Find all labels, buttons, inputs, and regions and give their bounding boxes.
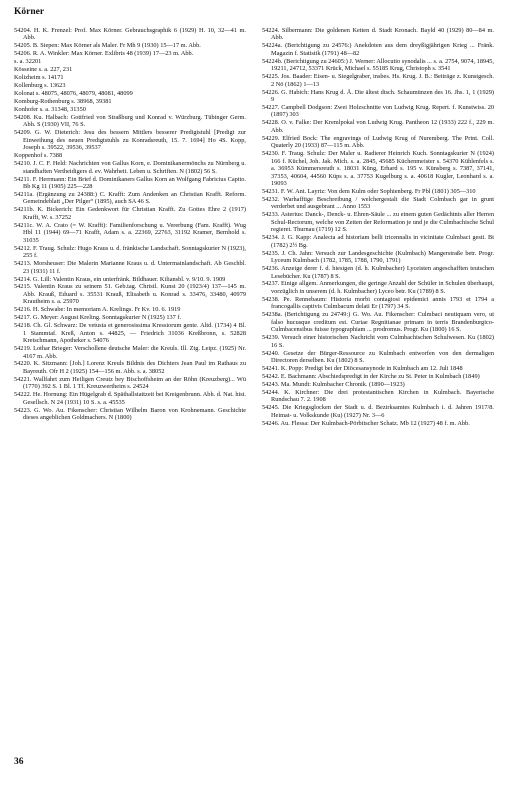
bibliography-entry: 54204. H. K. Frenzel: Prof. Max Körner. Gebrauchsgraphik 6 (1929) H. 10, 32—41 m. Abb. — [14, 27, 246, 42]
bibliography-entry: 54211b. K. Bickerich: Ein Gedenkwort für Christian Krafft. Zu Gottes Ehre 2 (1917) Krafft, W. s. 37252 — [14, 206, 246, 221]
bibliography-entry: 54238a. (Berichtigung zu 24749:) G. Wo. Au. Fikenscher: Culmbaci neutiquam vero, ut falso hucusque creditum est. Curiae Regnitianae primam in terris Brandenburgico-Culmbacensibus fuisse typographiam ... prodromus. Progr. Ku (1800) 16 S. — [262, 311, 494, 334]
bibliography-entry: 54245. Die Kriegsglocken der Stadt u. d. Bezirksamtes Kulmbach i. d. Jahren 1917/8. Heimat- u. Volkskunde (Ku) (1927) Nr. 3—6 — [262, 404, 494, 419]
bibliography-entry: Kolonat s. 48075, 48076, 48079, 48081, 48099 — [14, 90, 133, 98]
bibliography-entry: 54231. F. W. Ant. Layriz: Von dem Kulm oder Sophienberg. Fr Pbl (1801) 305—310 — [262, 188, 476, 196]
bibliography-entry: 54242. E. Bachmann: Abschiedspredigt in der Kirche zu St. Peter in Kulmbach (1849) — [262, 372, 480, 380]
bibliography-entry: 54211c. W. A. Crato (= W. Krafft): Familienforschung u. Vererbung (Fam. Krafft). Wug Hbl 11 (1944) 69—71 Krafft, Adam s. a. 22369, 22763, 31192 Kramer, Bernhold s. 31035 — [14, 221, 246, 244]
bibliography-entry: 54221. Wallfahrt zum Heiligen Creutz bey Bischoffsheim an der Röhn (Kreuzberg)... Wü (1770) 392 S. 1 Bl. 1 Tf. Kreuzwertheim s. 24524 — [14, 375, 246, 391]
bibliography-entry: 54205. B. Siepen: Max Körner als Maler. Fr Mh 9 (1930) 15—17 m. Abb. — [14, 42, 201, 50]
bibliography-entry: 54218. Ch. Gl. Schwarz: De vetusta et generosissima Kressiorum gente. Altd. (1734) 4 Bl. 1 Stammtaf. Kreß, Anton s. 44825, — Friedrich 31036 Kreßbronn, s. 52828 Kretschmann, Apotheker s. 54076 — [14, 322, 246, 345]
bibliography-entry: 54216. H. Schwabe: In memoriam A. Krelings. Fr Kv. 10. 6. 1919 — [14, 306, 181, 314]
bibliography-entry: 54244. K. Kirchner: Die drei protestantischen Kirchen in Kulmbach. Bayerische Rundschau 7. 2. 1908 — [262, 388, 494, 404]
bibliography-entry: 54215. Valentin Kraus zu seinem 51. Geb.tag. Christl. Kunst 20 (1923/4) 137—145 m. Abb. Krauß, Eduard s. 35531 Krauß, Elisabeth u. Konrad s. 33476, 33480, 40979 Krautheim s. a. 25970 — [14, 283, 246, 306]
bibliography-entry: Kösseine s. a. 227, 231 — [14, 66, 73, 74]
bibliography-entry: 54235. J. Ch. Jahn: Versuch zur Landesgeschichte (Kulmbach) Mangerstraße betr. Progr. Lyceum Kulmbach (1782, 1785, 1788, 1790, 1791) — [262, 249, 494, 265]
bibliography-entry: 54227. Campbell Dodgson: Zwei Holzschnitte von Ludwig Krug. Repert. f. Kunstwiss. 20 (1897) 303 — [262, 104, 494, 119]
bibliography-entry: 54230. F. Traug. Schulz: Der Maler u. Radierer Heinrich Kuch. Sonntagskurier N (1924) 166 f. Küchel, Joh. Jak. Mich. s. a. 2845, 45685 Küchenmeister s. 54370 Kühlenfels s. a. 36953 Kümmersreuth s. 18031 Küng, Erhard s. 195 v. Künsberg s. 7387, 37141, 37353, 40604, 44560 Küps s. a. 37753 Kugelburg s. a. 40618 Kugler, Leonhard s. a. 19093 — [262, 150, 494, 188]
bibliography-entry: s. a. 32201 — [14, 58, 42, 66]
bibliography-entry: 54219. Lothar Brieger: Verschollene deutsche Maler: die Kreuls. Ill. Ztg. Leipz. (1925) Nr. 4167 m. Abb. — [14, 345, 246, 360]
bibliography-entry: 54238. Pe. Rennebaum: Historia morbi contagiosi epidemici annis 1793 et 1794 a francogallis captivis Culmbacum delati Er (1797) 34 S. — [262, 295, 494, 311]
bibliography-entry: 54236. Anzeige derer f. d. hiesigen (d. h. Kulmbacher) Lyceisten angeschafften teutschen Lesebücher. Ku (1787) 8 S. — [262, 265, 494, 280]
bibliography-entry: 54212. F. Traug. Schulz: Hugo Kraus u. d. fränkische Landschaft. Sonntagskurier N (1923), 255 f. — [14, 244, 246, 260]
bibliography-entry: 54211a. (Ergänzung zu 24388:) C. Krafft: Zum Andenken an Christian Krafft. Reform. Gemeindeblatt „Der Pilger“ (1895), auch SA 46 S. — [14, 191, 246, 206]
bibliography-entry: 54223. G. Wo. Au. Fikenscher: Christian Wilhelm Baron von Krohnemann. Geschichte dieses angeblichen Goldmachers. N (1800) — [14, 406, 246, 422]
bibliography-entry: 54241. K. Popp: Predigt bei der Diöcesansynode in Kulmbach am 12. Juli 1848 — [262, 364, 463, 372]
bibliography-entry: 54225. Jos. Baader: Eisen- u. Siegelgraber, insbes. Hs. Krug. J. B.: Beiträge z. Kunstgesch. 2 Nö (1862) 1—13 — [262, 73, 494, 88]
right-column — [262, 27, 494, 428]
running-header: Körner — [14, 7, 45, 17]
bibliography-entry: 54208. Ku. Halbach: Gottfried von Straßburg und Konrad v. Würzburg. Tübinger Germ. Abh. S (1930) VII, 76 S. — [14, 113, 246, 129]
bibliography-entry: 54220. K. Sitzmann: [Joh.] Lorenz Kreuls Bildnis des Dichters Jean Paul im Rathaus zu Bayreuth. Ofr H 2 (1925) 154—156 m. Abb. s. a. 38052 — [14, 360, 246, 375]
bibliography-entry: 54224a. (Berichtigung zu 24576:) Anekdoten aus dem dreyßigjährigen Krieg ... Fränk. Magazin f. Statistik (1791) 48—82 — [262, 42, 494, 57]
bibliography-entry: Kollenburg s. 13623 — [14, 82, 66, 90]
bibliography-entry: 54239. Versuch einer historischen Nachricht vom Culmbachischen Schulwesen. Ku (1802) 16 S. — [262, 334, 494, 349]
bibliography-entry: Komburg-Rothenburg s. 38968, 39381 — [14, 98, 112, 106]
bibliography-entry: 54246. Au. Flessa: Der Kulmbach-Pörbitscher Schatz. Mb 12 (1927) 48 f. m. Abb. — [262, 419, 470, 427]
page-number: 36 — [14, 757, 24, 767]
bibliography-entry: 54217. G. Meyer: August Kreling. Sonntagskurier N (1925) 137 f. — [14, 314, 182, 322]
bibliography-entry: 54237. Einige allgem. Anmerkungen, die geringe Anzahl der Schüler in Schulen überhaupt, vorzüglich in unserem (d. h. Kulmbacher) Lyceo betr. Ku (1789) 8 S. — [262, 280, 494, 295]
bibliography-entry: 54232. Warhafftige Beschreibung / welchergestalt die Stadt Colmbach gar in grunt verderbet und ausgebrant ... Anno 1553 — [262, 195, 494, 211]
bibliography-entry: 54233. Asterius: Danck-, Denck- u. Ehren-Säule ... zu einem guten Gedächtnis aller Herren Schul-Rectorum, welche von Zeiten der Reformation je und je die Culmbachische Schul regieret. Thurnau (1719) 12 S. — [262, 211, 494, 234]
bibliography-entry: 54211. F. Herrmann: Ein Brief d. Dominikaners Gallus Korn an Wolfgang Fabricius Capito. Bb Kg 11 (1905) 225—228 — [14, 175, 246, 191]
bibliography-entry: 54213. Morsheuser: Die Malerin Marianne Kraus u. d. Untermainlandschaft. Ab Geschbl. 23 (1931) 11 f. — [14, 260, 246, 275]
bibliography-entry: 54240. Gesetze der Bürger-Ressource zu Kulmbach entworfen von den dermaligen Directoren derselben. Ku (1802) 8 S. — [262, 349, 494, 364]
bibliography-entry: 54228. O. v. Falke: Der Kremlpokal von Ludwig Krug. Pantheon 12 (1933) 222 f., 229 m. Abb. — [262, 119, 494, 134]
bibliography-entry: 54209. G. W. Dieterich: Jesu des bessern Mittlers besserer Predigtstuhl [Predigt zur Einweihung des neuen Predigtstuhls zu Konradsreuth, 15. 7. 1694] Ho 4S. Kopp, Joseph s. 39522, 39536, 39537 — [14, 129, 246, 152]
bibliography-entry: 54226. G. Habich: Hans Krug d. Ä. Die ältest dtsch. Schaumünzen des 16. Jhs. 1, 1 (1929) 9 — [262, 88, 494, 104]
bibliography-entry: 54206. R. A. Winkler: Max Körner. Exlibris 48 (1939) 17—23 m. Abb. — [14, 50, 194, 58]
bibliography-entry: 54224. Silbermann: Die goldenen Ketten d. Stadt Kronach. Bayld 40 (1929) 80—84 m. Abb. — [262, 27, 494, 42]
bibliography-entry: 54234. J. G. Kapp: Analecta ad historiam belli tricennalis in vicinitate Culmbaci gesti. Bt (1782) 2½ Bg. — [262, 234, 494, 249]
bibliography-entry: Koppenhof s. 7388 — [14, 152, 63, 160]
bibliography-entry: 54222. He. Hornung: Ein Hügelgrab d. Späthallstattzeit bei Kreigenbrunn. Abh. d. Nat. hist. Gesellsch. N 24 (1931) 10 S. s. a. 45535 — [14, 391, 246, 406]
left-column — [14, 27, 246, 422]
bibliography-entry: 54210. J. C. F. Held: Nachrichten von Gallus Korn, e. Dominikanermönchs zu Nürnberg u. standhaften Vertheidigers d. ev. Wahrheit. Leben u. Schriften. N (1802) 56 S. — [14, 160, 246, 175]
bibliography-entry: 54243. Ma. Mundt: Kulmbacher Chronik. (1890—1923) — [262, 380, 405, 388]
bibliography-entry: Kolizheim s. 14171 — [14, 74, 64, 82]
bibliography-entry: Konhofer s. a. 31348, 31350 — [14, 106, 86, 114]
bibliography-entry: 54224b. (Berichtigung zu 24605:) J. Werner: Allocutio synodalis ... s. a. 2754, 9074, 18945, 19211, 24712, 53371 Krück, Michael s. 55185 Krug, Christoph s. 3541 — [262, 57, 494, 73]
bibliography-entry: 54214. G. Lill: Valentin Kraus, ein unterfränk. Bildhauer. Kiliansbl. v. 9/10. 9. 1909 — [14, 275, 226, 283]
bibliography-entry: 54229. Elfried Bock: The engravings of Ludwig Krug of Nuremberg. The Print. Coll. Quaterly 20 (1933) 87—115 m. Abb. — [262, 134, 494, 150]
